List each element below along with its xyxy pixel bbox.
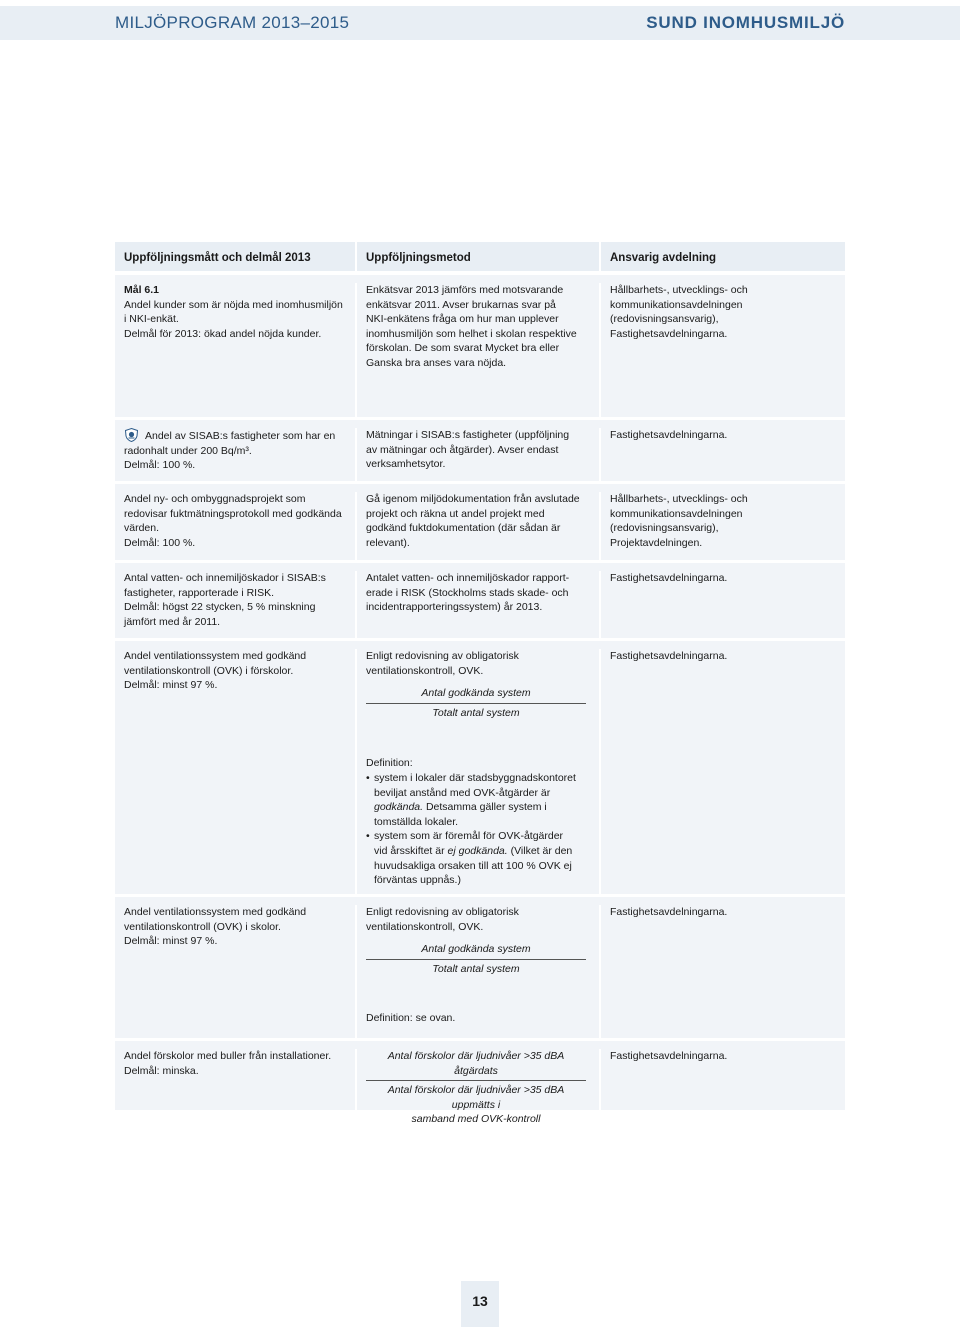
text-line: radonhalt under 200 Bq/m³. — [124, 444, 252, 457]
fraction-numerator: Antal förskolor där ljudnivåer >35 dBA åtgärdats — [366, 1049, 586, 1081]
department-cell — [601, 283, 845, 417]
text-line: Gå igenom miljödokumentation från avslutade — [366, 493, 580, 505]
fraction-numerator: Antal godkända system — [366, 686, 586, 704]
text-line: förskolan. De som svarat Mycket bra eller — [366, 342, 560, 355]
text-span: ej godkända. — [447, 844, 508, 857]
table-header — [115, 242, 845, 275]
definition-text: Definition: se ovan. — [366, 1012, 456, 1025]
text-line: godkänd fuktdokumentation (där sådan är — [366, 522, 561, 535]
text-line: Delmål för 2013: ökad andel nöjda kunder. — [124, 327, 322, 340]
program-title: MILJÖPROGRAM 2013–2015 — [115, 13, 350, 32]
text-line: av mätningar och åtgärder). Avser endast — [366, 443, 559, 456]
text-line: beviljat anstånd med OVK-åtgärder är — [374, 786, 551, 799]
method-cell — [357, 1049, 601, 1126]
measure-cell — [115, 428, 357, 481]
bullet-icon: • — [366, 830, 370, 843]
text-line: värden. — [124, 522, 160, 535]
text-line: förväntas uppnås.) — [374, 874, 461, 887]
table-row — [115, 894, 845, 1038]
text-span: godkända. — [374, 801, 424, 814]
table-row — [115, 275, 845, 417]
measure-cell — [115, 649, 357, 894]
column-header-department: Ansvarig avdelning — [610, 252, 717, 264]
text-line: Enligt redovisning av obligatorisk — [366, 650, 519, 662]
text-line: Fastighetsavdelningarna. — [610, 572, 728, 584]
list-item — [366, 771, 591, 829]
page-header — [0, 6, 960, 40]
text-line: Antalet vatten- och innemiljöskador rapport- — [366, 572, 570, 584]
text-line: huvudsakliga orsaken till att 100 % OVK ej — [374, 859, 572, 872]
page-number: 13 — [472, 1293, 488, 1309]
method-cell — [357, 905, 601, 1038]
text-line: enkätsvar 2011. Avser brukarnas svar på — [366, 298, 556, 311]
text-line: verksamhetsytor. — [366, 458, 446, 471]
list-item — [366, 829, 591, 887]
text-line: tomställda lokaler. — [374, 815, 459, 828]
measure-cell — [115, 1049, 357, 1110]
department-cell — [601, 492, 845, 560]
text-line — [374, 800, 591, 815]
text-line: Andel förskolor med buller från installationer. — [124, 1050, 332, 1062]
table-row — [115, 560, 845, 638]
text-line: Delmål: minst 97 %. — [124, 679, 218, 692]
definition-title: Definition: — [366, 757, 413, 770]
department-cell — [601, 1049, 845, 1110]
text-span: vid årsskiftet är — [374, 844, 448, 857]
text-line: Enligt redovisning av obligatorisk — [366, 906, 519, 918]
text-line: Fastighetsavdelningarna. — [610, 1050, 728, 1062]
method-cell — [357, 649, 601, 894]
text-line: kommunikationsavdelningen — [610, 298, 743, 311]
measure-cell — [115, 283, 357, 417]
method-cell — [357, 428, 601, 481]
text-line: Fastighetsavdelningarna. — [610, 650, 728, 662]
bullet-icon: • — [366, 771, 370, 784]
text-line: relevant). — [366, 536, 410, 549]
department-cell — [601, 428, 845, 481]
text-line: ventilationskontroll (OVK) i skolor. — [124, 920, 281, 933]
fraction-denominator: Totalt antal system — [432, 962, 520, 975]
text-line: Mätningar i SISAB:s fastigheter (uppföljning — [366, 429, 570, 441]
radon-badge-icon — [124, 428, 139, 442]
text-line: incidentrapporteringssystem) år 2013. — [366, 601, 543, 614]
text-line: Ganska bra anses vara nöjda. — [366, 356, 507, 369]
measure-cell — [115, 571, 357, 638]
text-line: system i lokaler där stadsbyggnadskontoret — [374, 771, 576, 784]
method-cell — [357, 283, 601, 417]
text-line: (redovisningsansvarig), — [610, 522, 719, 535]
measure-cell — [115, 492, 357, 560]
text-line: Fastighetsavdelningarna. — [610, 429, 728, 441]
table-row — [115, 417, 845, 481]
text-line — [124, 428, 347, 444]
text-line: kommunikationsavdelningen — [610, 507, 743, 520]
text-line: i NKI-enkät. — [124, 313, 179, 326]
text-line: Delmål: 100 %. — [124, 536, 196, 549]
text-line: Andel ny- och ombyggnadsprojekt som — [124, 493, 306, 505]
text-line: jämfört med år 2011. — [124, 615, 221, 628]
fraction-denominator-continued: samband med OVK-kontroll — [411, 1113, 541, 1126]
method-cell — [357, 571, 601, 638]
fraction-denominator: Antal förskolor där ljudnivåer >35 dBA uppmätts i — [387, 1084, 565, 1111]
fraction-numerator: Antal godkända system — [366, 942, 586, 960]
text-line: Delmål: högst 22 stycken, 5 % minskning — [124, 601, 316, 614]
ovk-fraction — [366, 686, 586, 720]
table-row — [115, 638, 845, 894]
table-row — [115, 481, 845, 560]
column-header-method: Uppföljningsmetod — [357, 242, 601, 271]
definition-list — [366, 771, 591, 888]
text-line: Delmål: 100 %. — [124, 459, 196, 472]
text-line: Enkätsvar 2013 jämförs med motsvarande — [366, 284, 564, 296]
text-line: Andel ventilationssystem med godkänd — [124, 906, 307, 918]
department-cell — [601, 571, 845, 638]
text-line: ventilationskontroll, OVK. — [366, 664, 484, 677]
text-line: Fastighetsavdelningarna. — [610, 327, 728, 340]
text-line: redovisar fuktmätningsprotokoll med godkända — [124, 507, 342, 520]
goal-title: Mål 6.1 — [124, 284, 160, 296]
text-line: ventilationskontroll (OVK) i förskolor. — [124, 664, 294, 677]
department-cell — [601, 905, 845, 1038]
ovk-fraction — [366, 942, 586, 976]
text-line: Delmål: minst 97 %. — [124, 935, 218, 948]
text-line: Andel kunder som är nöjda med inomhusmiljön — [124, 298, 343, 311]
section-title: SUND INOMHUSMILJÖ — [646, 13, 845, 32]
text-line: erade i RISK (Stockholms stads skade- och — [366, 586, 569, 599]
text-line: inomhusmiljön som helhet i skolan respektive — [366, 327, 577, 340]
text-span: Andel av SISAB:s fastigheter som har en — [145, 430, 336, 442]
method-cell — [357, 492, 601, 560]
text-line: Hållbarhets-, utvecklings- och — [610, 493, 748, 505]
fraction-denominator: Totalt antal system — [432, 706, 520, 719]
text-line: Andel ventilationssystem med godkänd — [124, 650, 307, 662]
measure-cell — [115, 905, 357, 1038]
table-body — [115, 275, 845, 1126]
text-line: Hållbarhets-, utvecklings- och — [610, 284, 748, 296]
text-line: projekt och räkna ut andel projekt med — [366, 507, 545, 520]
noise-fraction — [366, 1049, 586, 1127]
text-line: Fastighetsavdelningarna. — [610, 906, 728, 918]
text-line: (redovisningsansvarig), — [610, 313, 719, 326]
page-number-box — [461, 1281, 499, 1327]
table-row — [115, 1038, 845, 1126]
text-span: (Vilket är den — [507, 844, 573, 857]
text-span: Detsamma gäller system i — [423, 801, 547, 814]
text-line: Delmål: minska. — [124, 1064, 199, 1077]
text-line: Antal vatten- och innemiljöskador i SISAB:s — [124, 572, 326, 584]
department-cell — [601, 649, 845, 894]
text-line: system som är föremål för OVK-åtgärder — [374, 830, 564, 843]
follow-up-table — [115, 242, 845, 1126]
text-line: ventilationskontroll, OVK. — [366, 920, 484, 933]
text-line: Projektavdelningen. — [610, 536, 703, 549]
text-line: fastigheter, rapporterade i RISK. — [124, 586, 274, 599]
text-line — [374, 844, 591, 859]
text-line: NKI-enkätens fråga om hur man upplever — [366, 313, 559, 326]
column-header-measure: Uppföljningsmått och delmål 2013 — [115, 242, 357, 271]
